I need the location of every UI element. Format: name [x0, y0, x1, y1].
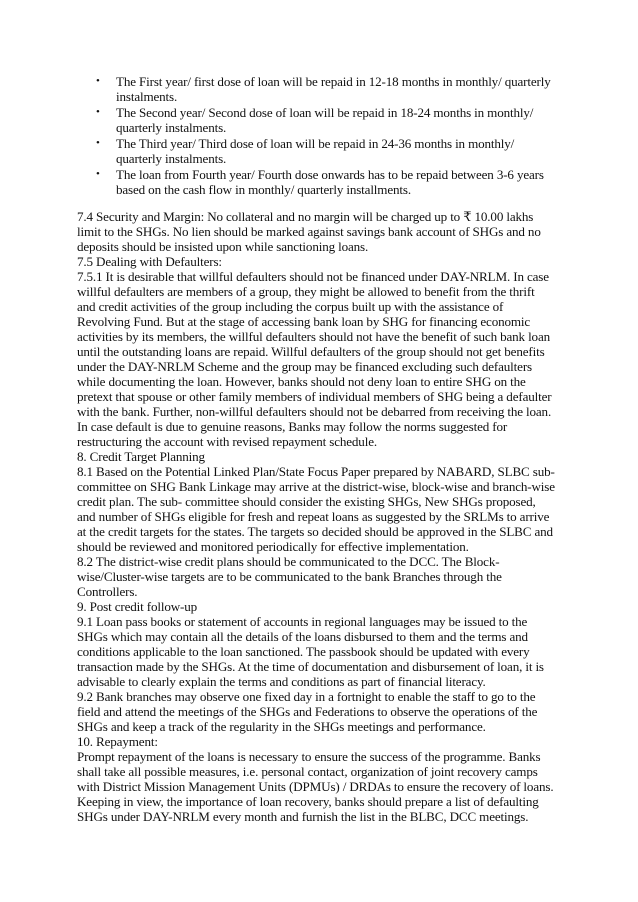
text-line: field and attend the meetings of the SHGs and Federations to observe the operations of the [77, 704, 538, 719]
text-line: wise/Cluster-wise targets are to be communicated to the bank Branches through the [77, 569, 502, 584]
text-line: and number of SHGs eligible for fresh and repeat loans as suggested by the SRLMs to arrive [77, 509, 550, 524]
bullet-icon: • [96, 106, 100, 118]
list-item [96, 105, 566, 135]
text-line: 7.5 Dealing with Defaulters: [77, 254, 222, 269]
bullet-line: The Third year/ Third dose of loan will be repaid in 24-36 months in monthly/ [116, 136, 515, 151]
text-line: transaction made by the SHGs. At the time of documentation and disbursement of loan, it is [77, 659, 544, 674]
text-line: In case default is due to genuine reasons, Banks may follow the norms suggested for [77, 419, 508, 434]
text-line: at the credit targets for the states. The targets so decided should be approved in the SLBC and [77, 524, 553, 539]
text-line: SHGs and keep a track of the regularity in the SHGs meetings and performance. [77, 719, 486, 734]
bullet-line: The Second year/ Second dose of loan will be repaid in 18-24 months in monthly/ [116, 105, 534, 120]
text-line: limit to the SHGs. No lien should be marked against savings bank account of SHGs and no [77, 224, 541, 239]
bullet-icon: • [96, 137, 100, 149]
text-line: Keeping in view, the importance of loan recovery, banks should prepare a list of defaulting [77, 794, 539, 809]
text-line: Controllers. [77, 584, 138, 599]
bullet-icon: • [96, 168, 100, 180]
bullet-line: quarterly instalments. [116, 151, 227, 166]
text-line: credit plan. The sub- committee should consider the existing SHGs, New SHGs proposed, [77, 494, 536, 509]
text-line: should be reviewed and monitored periodically for effective implementation. [77, 539, 469, 554]
bullet-line: based on the cash flow in monthly/ quarterly installments. [116, 182, 411, 197]
text-line: Prompt repayment of the loans is necessary to ensure the success of the programme. Banks [77, 749, 541, 764]
bullet-icon: • [96, 75, 100, 87]
text-line: 9.1 Loan pass books or statement of accounts in regional languages may be issued to the [77, 614, 528, 629]
text-line: committee on SHG Bank Linkage may arrive at the district-wise, block-wise and branch-wise [77, 479, 555, 494]
list-item [96, 136, 566, 166]
body-text [77, 209, 567, 824]
text-line: restructuring the account with revised repayment schedule. [77, 434, 377, 449]
repayment-schedule-list [96, 74, 566, 198]
list-item [96, 167, 566, 197]
text-line: 9.2 Bank branches may observe one fixed day in a fortnight to enable the staff to go to the [77, 689, 536, 704]
bullet-line: The loan from Fourth year/ Fourth dose onwards has to be repaid between 3-6 years [116, 167, 544, 182]
bullet-line: instalments. [116, 89, 178, 104]
bullet-line: The First year/ first dose of loan will be repaid in 12-18 months in monthly/ quarterly [116, 74, 551, 89]
text-line: 10. Repayment: [77, 734, 158, 749]
text-line: 8.2 The district-wise credit plans should be communicated to the DCC. The Block- [77, 554, 500, 569]
text-line: under the DAY-NRLM Scheme and the group may be financed excluding such defaulters [77, 359, 532, 374]
text-line: and credit activities of the group including the corpus built up with the assistance of [77, 299, 504, 314]
text-line: 8. Credit Target Planning [77, 449, 205, 464]
text-line: SHGs under DAY-NRLM every month and furnish the list in the BLBC, DCC meetings. [77, 809, 529, 824]
text-line: 8.1 Based on the Potential Linked Plan/State Focus Paper prepared by NABARD, SLBC sub- [77, 464, 555, 479]
text-line: pretext that spouse or other family members of individual members of SHG being a defaulter [77, 389, 552, 404]
text-line: deposits should be insisted upon while sanctioning loans. [77, 239, 369, 254]
text-line: while documenting the loan. However, banks should not deny loan to entire SHG on the [77, 374, 526, 389]
text-line: activities by its members, the willful defaulters should not have the benefit of such bank loan [77, 329, 551, 344]
text-line: shall take all possible measures, i.e. personal contact, organization of joint recovery camps [77, 764, 538, 779]
text-line: Revolving Fund. But at the stage of accessing bank loan by SHG for financing economic [77, 314, 531, 329]
text-line: with District Mission Management Units (DPMUs) / DRDAs to ensure the recovery of loans. [77, 779, 554, 794]
text-line: conditions applicable to the loan sanctioned. The passbook should be updated with every [77, 644, 530, 659]
text-line: 9. Post credit follow-up [77, 599, 198, 614]
text-line: with the bank. Further, non-willful defaulters should not be debarred from receiving the loan. [77, 404, 552, 419]
bullet-line: quarterly instalments. [116, 120, 227, 135]
list-item [96, 74, 566, 104]
text-line: 7.5.1 It is desirable that willful defaulters should not be financed under DAY-NRLM. In case [77, 269, 549, 284]
text-line: 7.4 Security and Margin: No collateral and no margin will be charged up to ₹ 10.00 lakhs [77, 209, 534, 224]
text-line: advisable to clearly explain the terms and conditions as part of financial literacy. [77, 674, 486, 689]
text-line: until the outstanding loans are repaid. Willful defaulters of the group should not get benefits [77, 344, 545, 359]
text-line: willful defaulters are members of a group, they might be allowed to benefit from the thrift [77, 284, 535, 299]
text-line: SHGs which may contain all the details of the loans disbursed to them and the terms and [77, 629, 528, 644]
